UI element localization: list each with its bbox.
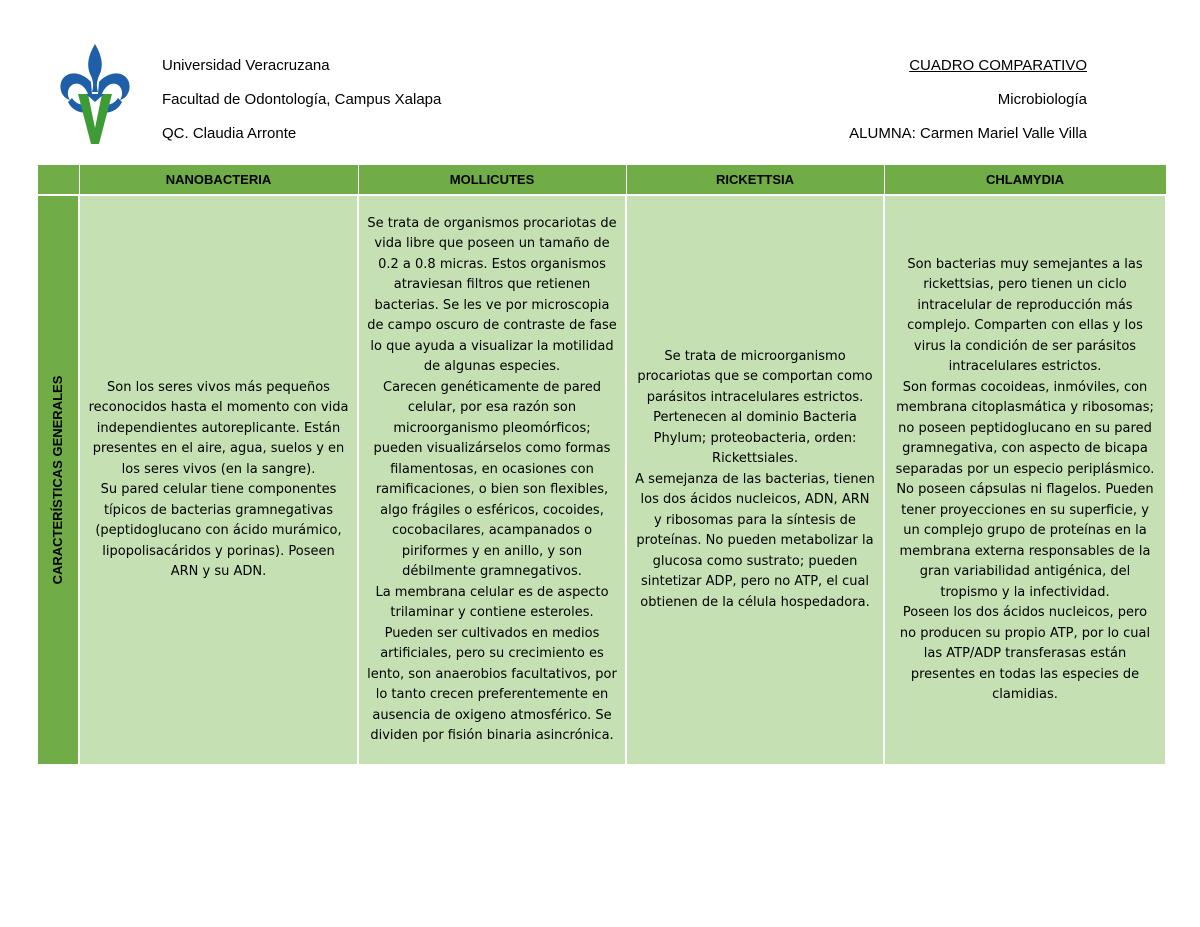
- cell-text-rickettsia: Se trata de microorganismo procariotas que se comportan como parásitos intracelulares estrictos. Pertenecen al dominio Bacteria Phylum; proteobacteria, orden: Rickettsiales. A semejanza de las bacterias, tienen los dos ácidos nucleicos, ADN, ARN y ribosomas para la síntesis de proteínas. No pueden metabolizar la glucosa como sustrato; pueden sintetizar ADP, pero no ATP, el cual obtienen de la célula hospedadora.: [635, 348, 875, 610]
- row-label-cell: [37, 195, 79, 765]
- university-name: Universidad Veracruzana: [162, 57, 330, 74]
- table-header-row: [37, 165, 1166, 196]
- column-header-nanobacteria: NANOBACTERIA: [79, 165, 358, 196]
- student-name: ALUMNA: Carmen Mariel Valle Villa: [849, 125, 1087, 142]
- cell-nanobacteria: [79, 195, 358, 765]
- cell-rickettsia: [626, 195, 884, 765]
- faculty-name: Facultad de Odontología, Campus Xalapa: [162, 91, 442, 108]
- column-header-mollicutes: MOLLICUTES: [358, 165, 626, 196]
- logo-fleur-icon: [60, 44, 129, 113]
- column-header-chlamydia: CHLAMYDIA: [884, 165, 1166, 196]
- document-title: CUADRO COMPARATIVO: [909, 57, 1087, 74]
- cell-text-mollicutes: Se trata de organismos procariotas de vida libre que poseen un tamaño de 0.2 a 0.8 micras. Estos organismos atraviesan filtros que retienen bacterias. Se les ve por microscopia de campo oscuro de contraste de fase lo que ayuda a visualizar la motilidad de algunas especies. Carecen genéticamente de pared celular, por esa razón son microorganismo pleomórficos; pueden visualizárselos como formas filamentosas, en ocasiones con ramificaciones, o bien son flexibles, algo frágiles o esféricos, cocoides, cocobacilares, acampanados o piriformes y en anillo, y son débilmente gramnegativos. La membrana celular es de aspecto trilaminar y contiene esteroles. Pueden ser cultivados en medios artificiales, pero su crecimiento es lento, son anaerobios facultativos, por lo tanto crecen preferentemente en ausencia de oxigeno atmosférico. Se dividen por fisión binaria asincrónica.: [367, 215, 617, 743]
- university-logo: [58, 42, 132, 146]
- corner-cell: [37, 165, 79, 196]
- row-label: CARACTERÍSTICAS GENERALES: [49, 375, 65, 585]
- comparison-table: [36, 164, 1167, 766]
- cell-chlamydia: [884, 195, 1166, 765]
- table-row: [37, 195, 1166, 765]
- subject-name: Microbiología: [997, 91, 1087, 108]
- cell-mollicutes: [358, 195, 626, 765]
- column-header-rickettsia: RICKETTSIA: [626, 165, 884, 196]
- cell-text-chlamydia: Son bacterias muy semejantes a las rickettsias, pero tienen un ciclo intracelular de reproducción más complejo. Comparten con ellas y los virus la condición de ser parásitos intracelulares estrictos. Son formas cocoideas, inmóviles, con membrana citoplasmática y ribosomas; no poseen peptidoglucano en su pared gramnegativa, con aspecto de bicapa separadas por un especio periplásmico. No poseen cápsulas ni flagelos. Pueden tener proyecciones en su superficie, y un complejo grupo de proteínas en la membrana externa responsables de la gran variabilidad antigénica, del tropismo y la infectividad. Poseen los dos ácidos nucleicos, pero no producen su propio ATP, por lo cual las ATP/ADP transferasas están presentes en todas las especies de clamidias.: [895, 256, 1155, 702]
- teacher-name: QC. Claudia Arronte: [162, 125, 297, 142]
- cell-text-nanobacteria: Son los seres vivos más pequeños reconocidos hasta el momento con vida independientes autoreplicante. Están presentes en el aire, agua, suelos y en los seres vivos (en la sangre). Su pared celular tiene componentes típicos de bacterias gramnegativas (peptidoglucano con ácido murámico, lipopolisacáridos y porinas). Poseen ARN y su ADN.: [88, 379, 349, 579]
